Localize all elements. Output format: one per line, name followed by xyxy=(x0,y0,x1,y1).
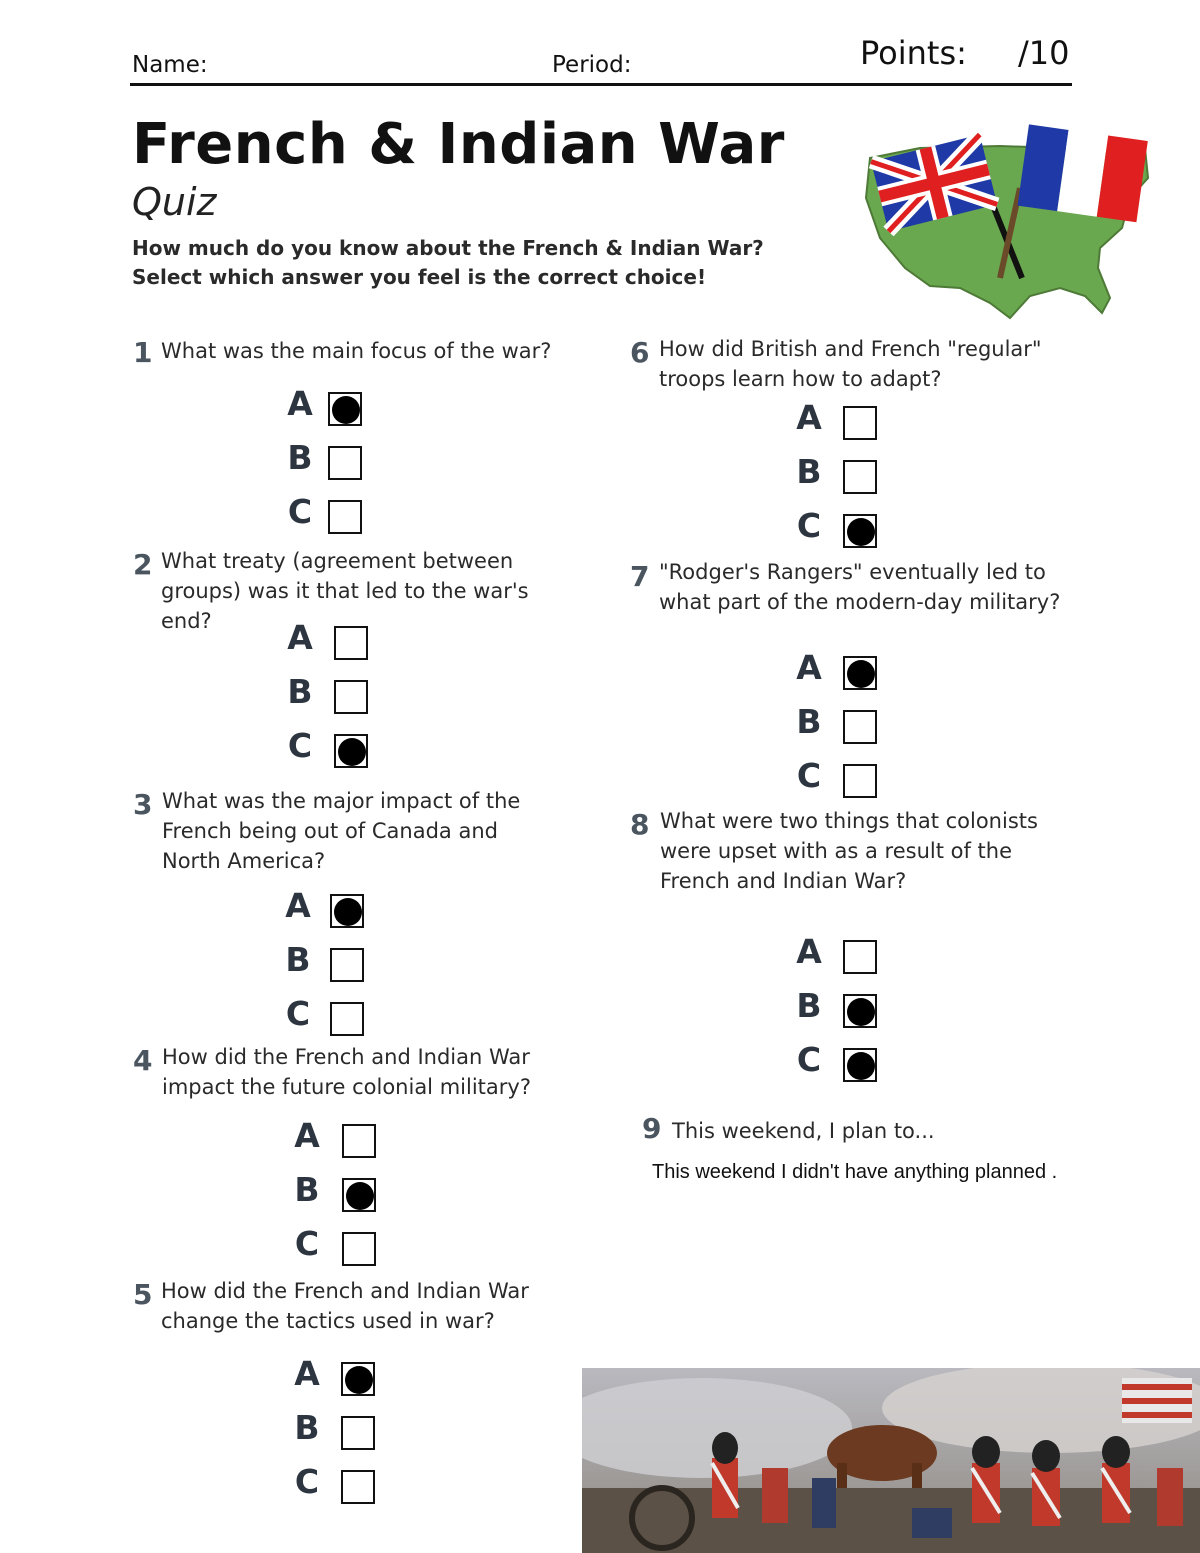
question-3-option-b-label: B xyxy=(285,940,311,979)
question-2-option-c-label: C xyxy=(287,726,313,765)
points-label: Points: xyxy=(860,34,967,72)
question-8-option-a-label: A xyxy=(796,932,822,971)
question-7-number: 7 xyxy=(630,560,650,593)
intro-text xyxy=(132,234,764,292)
question-1-option-b-label: B xyxy=(287,438,313,477)
name-label: Name: xyxy=(132,52,208,78)
question-1-option-a-checkbox[interactable] xyxy=(328,392,362,426)
question-1-option-a-label: A xyxy=(287,384,313,423)
period-label: Period: xyxy=(552,52,632,78)
question-9-answer[interactable]: This weekend I didn't have anything planned . xyxy=(652,1161,1058,1183)
question-2-option-a-checkbox[interactable] xyxy=(334,626,368,660)
question-5-option-b-label: B xyxy=(294,1408,320,1447)
question-text-line: French and Indian War? xyxy=(660,869,907,893)
question-7-option-a-label: A xyxy=(796,648,822,687)
question-1-option-c-checkbox[interactable] xyxy=(328,500,362,534)
question-text-line: What were two things that colonists xyxy=(660,809,1038,833)
question-2-number: 2 xyxy=(133,548,153,581)
question-text-line: What treaty (agreement between xyxy=(161,549,514,573)
question-4-option-c-label: C xyxy=(294,1224,320,1263)
french-flag-icon xyxy=(1018,124,1148,222)
page-subtitle: Quiz xyxy=(132,180,217,224)
question-2-option-b-label: B xyxy=(287,672,313,711)
question-6-option-c-checkbox[interactable] xyxy=(843,514,877,548)
question-9-text: This weekend, I plan to... xyxy=(672,1119,935,1143)
question-6-option-c-label: C xyxy=(796,506,822,545)
question-5-text xyxy=(161,1276,529,1336)
question-4-text xyxy=(162,1042,531,1102)
question-5-option-c-checkbox[interactable] xyxy=(341,1470,375,1504)
flags-over-usa-map-image xyxy=(860,118,1155,323)
question-3-number: 3 xyxy=(133,788,153,821)
question-3-option-a-checkbox[interactable] xyxy=(330,894,364,928)
points-total: /10 xyxy=(1018,34,1070,72)
question-5-number: 5 xyxy=(133,1278,153,1311)
question-7-option-a-checkbox[interactable] xyxy=(843,656,877,690)
intro-line-1: How much do you know about the French & Indian War? xyxy=(132,236,764,260)
question-4-option-a-checkbox[interactable] xyxy=(342,1124,376,1158)
question-1-option-b-checkbox[interactable] xyxy=(328,446,362,480)
question-8-option-c-label: C xyxy=(796,1040,822,1079)
question-8-option-b-label: B xyxy=(796,986,822,1025)
question-7-option-c-label: C xyxy=(796,756,822,795)
question-8-option-a-checkbox[interactable] xyxy=(843,940,877,974)
question-8-option-c-checkbox[interactable] xyxy=(843,1048,877,1082)
intro-line-2: Select which answer you feel is the correct choice! xyxy=(132,265,707,289)
question-6-option-b-checkbox[interactable] xyxy=(843,460,877,494)
question-4-option-b-label: B xyxy=(294,1170,320,1209)
question-4-number: 4 xyxy=(133,1044,153,1077)
battle-painting-image xyxy=(582,1368,1200,1553)
question-1-text xyxy=(161,336,551,366)
question-4-option-c-checkbox[interactable] xyxy=(342,1232,376,1266)
question-5-option-a-label: A xyxy=(294,1354,320,1393)
question-5-option-c-label: C xyxy=(294,1462,320,1501)
question-8-number: 8 xyxy=(630,808,650,841)
question-6-text xyxy=(659,334,1042,394)
question-4-option-a-label: A xyxy=(294,1116,320,1155)
question-text-line: What was the main focus of the war? xyxy=(161,339,552,363)
question-text-line: How did the French and Indian War xyxy=(161,1279,529,1303)
question-6-option-a-label: A xyxy=(796,398,822,437)
question-text-line: What was the major impact of the xyxy=(162,789,521,813)
question-3-option-c-label: C xyxy=(285,994,311,1033)
question-6-number: 6 xyxy=(630,336,650,369)
question-text-line: troops learn how to adapt? xyxy=(659,367,942,391)
question-2-option-b-checkbox[interactable] xyxy=(334,680,368,714)
question-8-option-b-checkbox[interactable] xyxy=(843,994,877,1028)
question-7-option-c-checkbox[interactable] xyxy=(843,764,877,798)
question-text-line: what part of the modern-day military? xyxy=(659,590,1061,614)
question-text-line: end? xyxy=(161,609,212,633)
question-3-option-a-label: A xyxy=(285,886,311,925)
question-text-line: impact the future colonial military? xyxy=(162,1075,531,1099)
question-7-text xyxy=(659,557,1060,617)
question-4-option-b-checkbox[interactable] xyxy=(342,1178,376,1212)
header-rule xyxy=(130,83,1072,86)
question-text-line: North America? xyxy=(162,849,326,873)
question-text-line: change the tactics used in war? xyxy=(161,1309,495,1333)
question-text-line: groups) was it that led to the war's xyxy=(161,579,529,603)
question-7-option-b-checkbox[interactable] xyxy=(843,710,877,744)
question-2-option-c-checkbox[interactable] xyxy=(334,734,368,768)
question-5-option-a-checkbox[interactable] xyxy=(341,1362,375,1396)
page-title: French & Indian War xyxy=(132,112,785,177)
question-text-line: French being out of Canada and xyxy=(162,819,498,843)
question-text-line: How did the French and Indian War xyxy=(162,1045,530,1069)
question-3-option-c-checkbox[interactable] xyxy=(330,1002,364,1036)
question-text-line: How did British and French "regular" xyxy=(659,337,1042,361)
question-2-text xyxy=(161,546,529,636)
question-1-number: 1 xyxy=(133,336,153,369)
question-text-line: "Rodger's Rangers" eventually led to xyxy=(659,560,1046,584)
question-3-text xyxy=(162,786,520,876)
question-text-line: were upset with as a result of the xyxy=(660,839,1012,863)
question-9-number: 9 xyxy=(642,1112,662,1145)
question-5-option-b-checkbox[interactable] xyxy=(341,1416,375,1450)
question-6-option-a-checkbox[interactable] xyxy=(843,406,877,440)
question-3-option-b-checkbox[interactable] xyxy=(330,948,364,982)
question-1-option-c-label: C xyxy=(287,492,313,531)
question-7-option-b-label: B xyxy=(796,702,822,741)
question-8-text xyxy=(660,806,1038,896)
question-6-option-b-label: B xyxy=(796,452,822,491)
question-2-option-a-label: A xyxy=(287,618,313,657)
